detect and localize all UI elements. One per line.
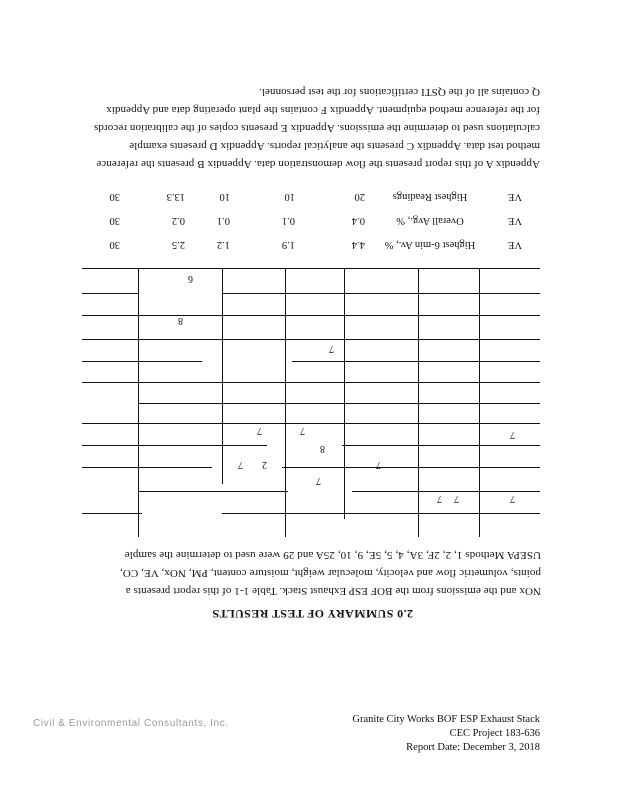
value-cell: 10 xyxy=(284,191,295,202)
paragraph-line: calculations used to determine the emissions. Appendix E presents copies of the calibration records xyxy=(93,122,540,134)
param-cell: VE xyxy=(508,239,522,250)
grid-hline xyxy=(82,513,142,514)
value-cell: 20 xyxy=(354,191,365,202)
grid-mark: 8 xyxy=(320,443,325,454)
company-name: Civil & Environmental Consultants, Inc. xyxy=(33,718,229,729)
grid-hline xyxy=(82,361,202,362)
grid-mark: 7 xyxy=(437,493,442,504)
grid-mark: 6 xyxy=(188,273,193,284)
value-cell: 0.4 xyxy=(351,215,365,226)
grid-hline xyxy=(222,293,540,294)
value-cell: 2.5 xyxy=(171,239,185,250)
body-line: points, volumetric flow and velocity, molecular weight, moisture content, PM, NOx, VE, CO, xyxy=(119,567,541,579)
section-body xyxy=(77,543,541,597)
value-cell: 30 xyxy=(109,215,120,226)
grid-hline xyxy=(138,491,288,492)
grid-mark: 7 xyxy=(454,493,459,504)
grid-hline xyxy=(82,382,540,383)
value-cell: 0.2 xyxy=(171,215,185,226)
grid-hline xyxy=(82,467,212,468)
grid-hline xyxy=(222,513,540,514)
grid-vline xyxy=(344,269,345,519)
label-cell: Overall Avg., % xyxy=(396,215,464,226)
grid-mark: 7 xyxy=(329,343,334,354)
grid-hline xyxy=(292,361,540,362)
param-cell: VE xyxy=(508,191,522,202)
paragraph-line: for the reference method equipment. Appendix F contains the plant operating data and Appendix xyxy=(106,104,540,116)
grid-hline xyxy=(82,445,267,446)
grid-mark: 7 xyxy=(510,429,515,440)
value-cell: 1.2 xyxy=(216,239,230,250)
grid-mark: 8 xyxy=(178,315,183,326)
value-cell: 30 xyxy=(109,191,120,202)
grid-mark: 7 xyxy=(257,425,262,436)
value-cell: 13.3 xyxy=(166,191,185,202)
summary-table xyxy=(85,182,530,250)
table-row xyxy=(85,182,530,202)
section-heading: 2.0 SUMMARY OF TEST RESULTS xyxy=(212,607,413,621)
grid-hline xyxy=(342,445,540,446)
appendix-paragraph xyxy=(78,82,540,170)
grid-mark: 2 xyxy=(262,459,267,470)
paragraph-line: method test data. Appendix C presents the analytical reports. Appendix D presents example xyxy=(129,140,540,152)
value-cell: 4.4 xyxy=(351,239,365,250)
grid-hline xyxy=(138,403,540,404)
value-cell: 10 xyxy=(219,191,230,202)
facility-name: Granite City Works BOF ESP Exhaust Stack xyxy=(352,714,540,725)
param-cell: VE xyxy=(508,215,522,226)
value-cell: 1.9 xyxy=(281,239,295,250)
grid-hline xyxy=(82,293,138,294)
grid-mark: 7 xyxy=(510,493,515,504)
grid-mark: 7 xyxy=(376,459,381,470)
report-info xyxy=(352,713,540,755)
grid-vline xyxy=(222,269,223,484)
paragraph-line: Appendix A of this report presents the flow demonstration data. Appendix B presents the reference xyxy=(96,158,540,170)
grid-hline xyxy=(352,491,540,492)
project-number: CEC Project 183-636 xyxy=(449,728,540,739)
report-date: Report Date: December 3, 2018 xyxy=(406,742,540,753)
grid-mark: 7 xyxy=(238,459,243,470)
grid-hline xyxy=(282,467,540,468)
body-line: USEPA Methods 1, 2, 2F, 3A, 4, 5, 5E, 9, 10, 25A and 29 were used to determine the sample xyxy=(124,549,541,561)
table-row xyxy=(85,206,530,226)
value-cell: 0.1 xyxy=(281,215,295,226)
grid-mark: 7 xyxy=(316,475,321,486)
value-cell: 0.1 xyxy=(216,215,230,226)
results-grid xyxy=(82,268,540,537)
grid-hline xyxy=(82,339,540,340)
label-cell: Highest 6-min Av., % xyxy=(384,239,476,250)
table-row xyxy=(85,230,530,250)
label-cell: Highest Readings xyxy=(392,191,468,202)
paragraph-line: Q contains all of the QSTI certifications for the test personnel. xyxy=(258,86,540,98)
value-cell: 30 xyxy=(109,239,120,250)
grid-hline xyxy=(82,423,540,424)
grid-hline xyxy=(82,315,540,316)
body-line: NOx and the emissions from the BOF ESP Exhaust Stack. Table 1-1 of this report presents a xyxy=(125,585,541,597)
grid-mark: 7 xyxy=(300,425,305,436)
